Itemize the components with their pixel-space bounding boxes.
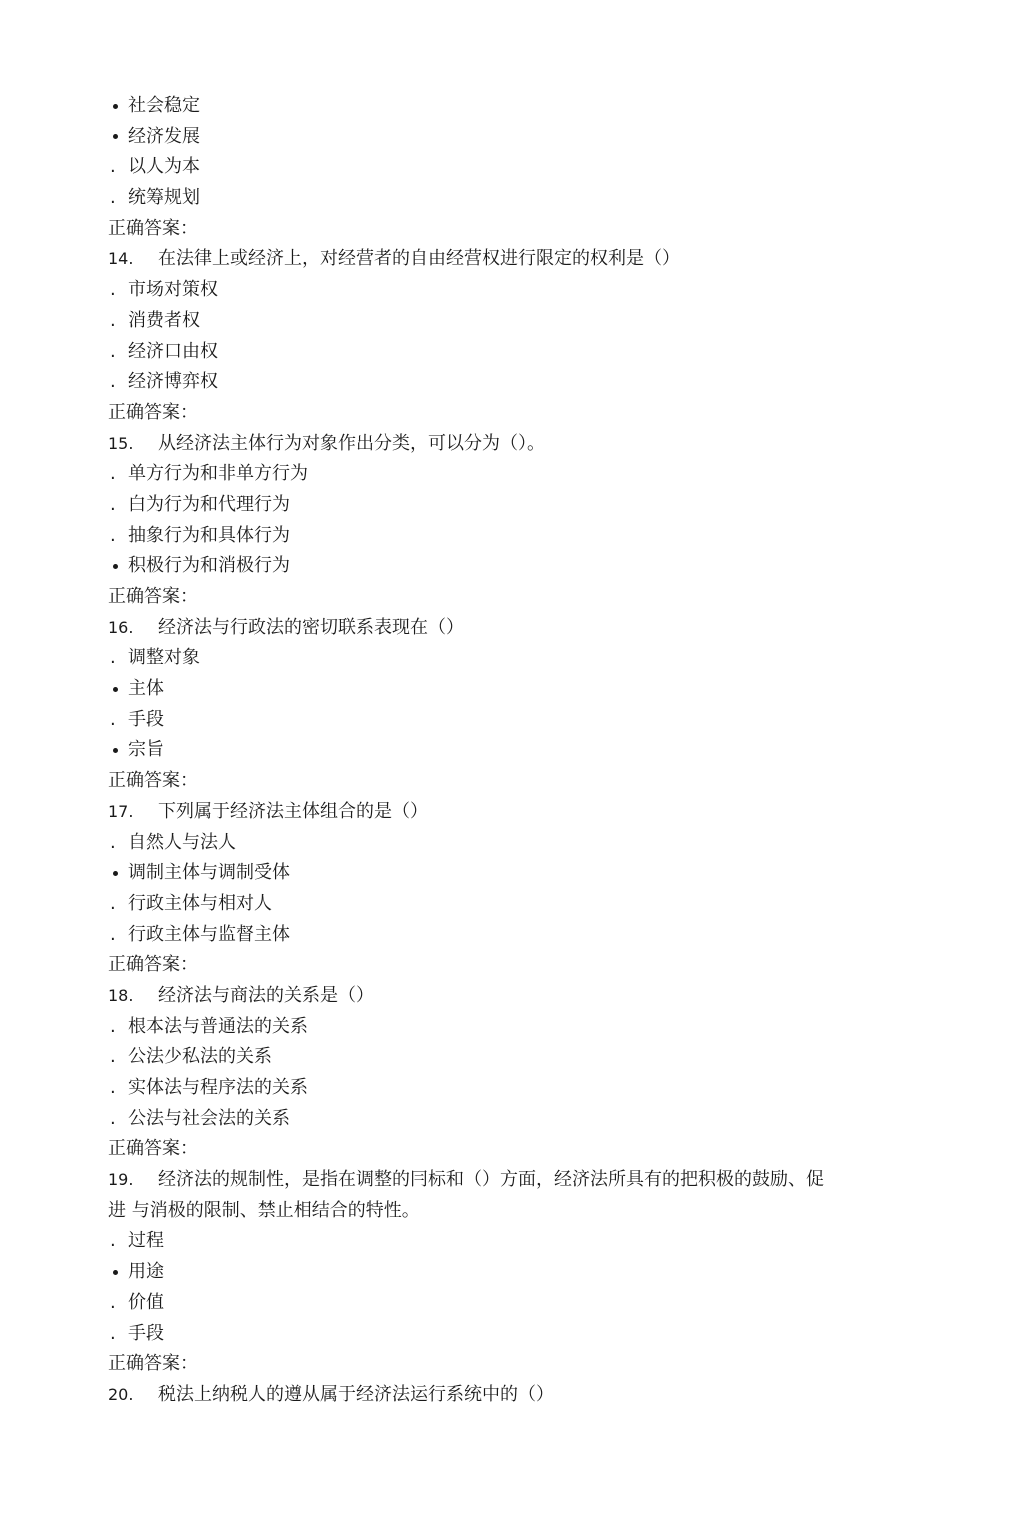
option-marker <box>108 643 128 674</box>
question-number: 15. <box>108 433 134 453</box>
option-item <box>108 705 908 736</box>
option-item <box>108 1257 908 1288</box>
answer-label: 正确答案： <box>108 1353 198 1375</box>
option-item <box>108 1104 908 1135</box>
option-item <box>108 858 908 889</box>
bullet-dot-icon <box>108 91 128 122</box>
option-marker <box>108 705 128 736</box>
option-text: 统筹规划 <box>128 187 200 209</box>
option-item <box>108 183 908 214</box>
option-item <box>108 459 908 490</box>
option-text: 主体 <box>128 678 164 700</box>
option-text: 自然人与法人 <box>128 831 236 853</box>
question-number: 19. <box>108 1170 134 1190</box>
question-16 <box>108 613 908 644</box>
option-text: 价值 <box>128 1291 164 1313</box>
option-text: 经济发展 <box>128 125 200 147</box>
option-text: 社会稳定 <box>128 95 200 116</box>
option-marker <box>108 1104 128 1135</box>
option-text: 积极行为和消极行为 <box>128 555 290 577</box>
option-text: 经济口由权 <box>128 340 218 362</box>
option-marker <box>108 1073 128 1104</box>
option-marker <box>108 1012 128 1043</box>
option-item <box>108 674 908 705</box>
option-item <box>108 1012 908 1043</box>
bullet-dot-icon <box>108 551 128 582</box>
option-marker <box>108 152 128 183</box>
answer-label: 正确答案： <box>108 217 198 239</box>
option-text: 用途 <box>128 1261 164 1283</box>
option-item <box>108 889 908 920</box>
option-item <box>108 551 908 582</box>
bullet-dot-icon <box>108 1257 128 1288</box>
option-marker <box>108 920 128 951</box>
question-text-continued: 进 与消极的限制、禁止相结合的特性。 <box>108 1199 420 1221</box>
option-text: 公法与社会法的关系 <box>128 1107 290 1129</box>
question-number: 20. <box>108 1384 134 1404</box>
question-text: 在法律上或经济上，对经营者的自由经营权进行限定的权利是（） <box>158 248 680 270</box>
option-item <box>108 1288 908 1319</box>
option-text: 调制主体与调制受体 <box>128 862 290 884</box>
option-item <box>108 1073 908 1104</box>
option-text: 行政主体与监督主体 <box>128 923 290 945</box>
option-item <box>108 1319 908 1350</box>
option-marker <box>108 275 128 306</box>
answer-label: 正确答案： <box>108 586 198 607</box>
question-text: 税法上纳税人的遵从属于经济法运行系统中的（） <box>158 1383 554 1405</box>
option-item <box>108 920 908 951</box>
question-text: 经济法与商法的关系是（） <box>158 984 374 1006</box>
option-marker <box>108 306 128 337</box>
option-text: 调整对象 <box>128 647 200 669</box>
bullet-dot-icon <box>108 735 128 766</box>
option-item <box>108 337 908 368</box>
question-number: 16. <box>108 617 134 637</box>
question-number: 14. <box>108 249 134 269</box>
answer-label: 正确答案： <box>108 401 198 423</box>
answer-label: 正确答案： <box>108 1138 198 1160</box>
question-number: 17. <box>108 801 134 821</box>
option-text: 实体法与程序法的关系 <box>128 1077 308 1098</box>
option-item <box>108 735 908 766</box>
question-text: 下列属于经济法主体组合的是（） <box>158 800 428 822</box>
option-marker <box>108 1288 128 1319</box>
option-marker <box>108 828 128 859</box>
option-marker <box>108 521 128 552</box>
option-text: 过程 <box>128 1230 164 1252</box>
option-marker <box>108 490 128 521</box>
option-marker <box>108 459 128 490</box>
document-page <box>108 91 908 1411</box>
question-text: 从经济法主体行为对象作出分类，可以分为（）。 <box>158 432 545 454</box>
question-17 <box>108 797 908 828</box>
option-text: 经济博弈权 <box>128 371 218 393</box>
bullet-dot-icon <box>108 122 128 153</box>
question-14 <box>108 244 908 275</box>
option-item <box>108 367 908 398</box>
option-marker <box>108 183 128 214</box>
option-item <box>108 306 908 337</box>
option-text: 行政主体与相对人 <box>128 892 272 914</box>
option-marker <box>108 1226 128 1257</box>
option-text: 抽象行为和具体行为 <box>128 524 290 546</box>
option-item <box>108 521 908 552</box>
bullet-dot-icon <box>108 858 128 889</box>
answer-label: 正确答案： <box>108 954 198 976</box>
option-marker <box>108 1042 128 1073</box>
answer-label: 正确答案： <box>108 770 198 792</box>
option-item <box>108 122 908 153</box>
option-text: 消费者权 <box>128 309 200 331</box>
option-text: 单方行为和非单方行为 <box>128 463 308 485</box>
option-text: 宗旨 <box>128 739 164 761</box>
question-18 <box>108 981 908 1012</box>
option-marker <box>108 337 128 368</box>
question-19 <box>108 1165 908 1196</box>
option-item <box>108 91 908 122</box>
option-item <box>108 490 908 521</box>
option-marker <box>108 889 128 920</box>
question-text: 经济法的规制性，是指在调整的冃标和（）方面，经济法所具有的把积极的鼓励、促 <box>158 1169 824 1191</box>
question-text: 经济法与行政法的密切联系表现在（） <box>158 616 464 638</box>
question-number: 18. <box>108 985 134 1005</box>
option-text: 市场对策权 <box>128 279 218 301</box>
option-text: 根本法与普通法的关系 <box>128 1015 308 1037</box>
bullet-dot-icon <box>108 674 128 705</box>
option-item <box>108 1042 908 1073</box>
option-text: 手段 <box>128 1322 164 1344</box>
option-item <box>108 643 908 674</box>
option-text: 以人为本 <box>128 156 200 178</box>
question-15 <box>108 429 908 460</box>
option-marker <box>108 367 128 398</box>
option-item <box>108 1226 908 1257</box>
option-item <box>108 275 908 306</box>
option-text: 手段 <box>128 708 164 730</box>
option-marker <box>108 1319 128 1350</box>
option-text: 白为行为和代理行为 <box>128 493 290 515</box>
option-text: 公法少私法的关系 <box>128 1046 272 1068</box>
option-item <box>108 152 908 183</box>
question-20 <box>108 1380 908 1411</box>
option-item <box>108 828 908 859</box>
